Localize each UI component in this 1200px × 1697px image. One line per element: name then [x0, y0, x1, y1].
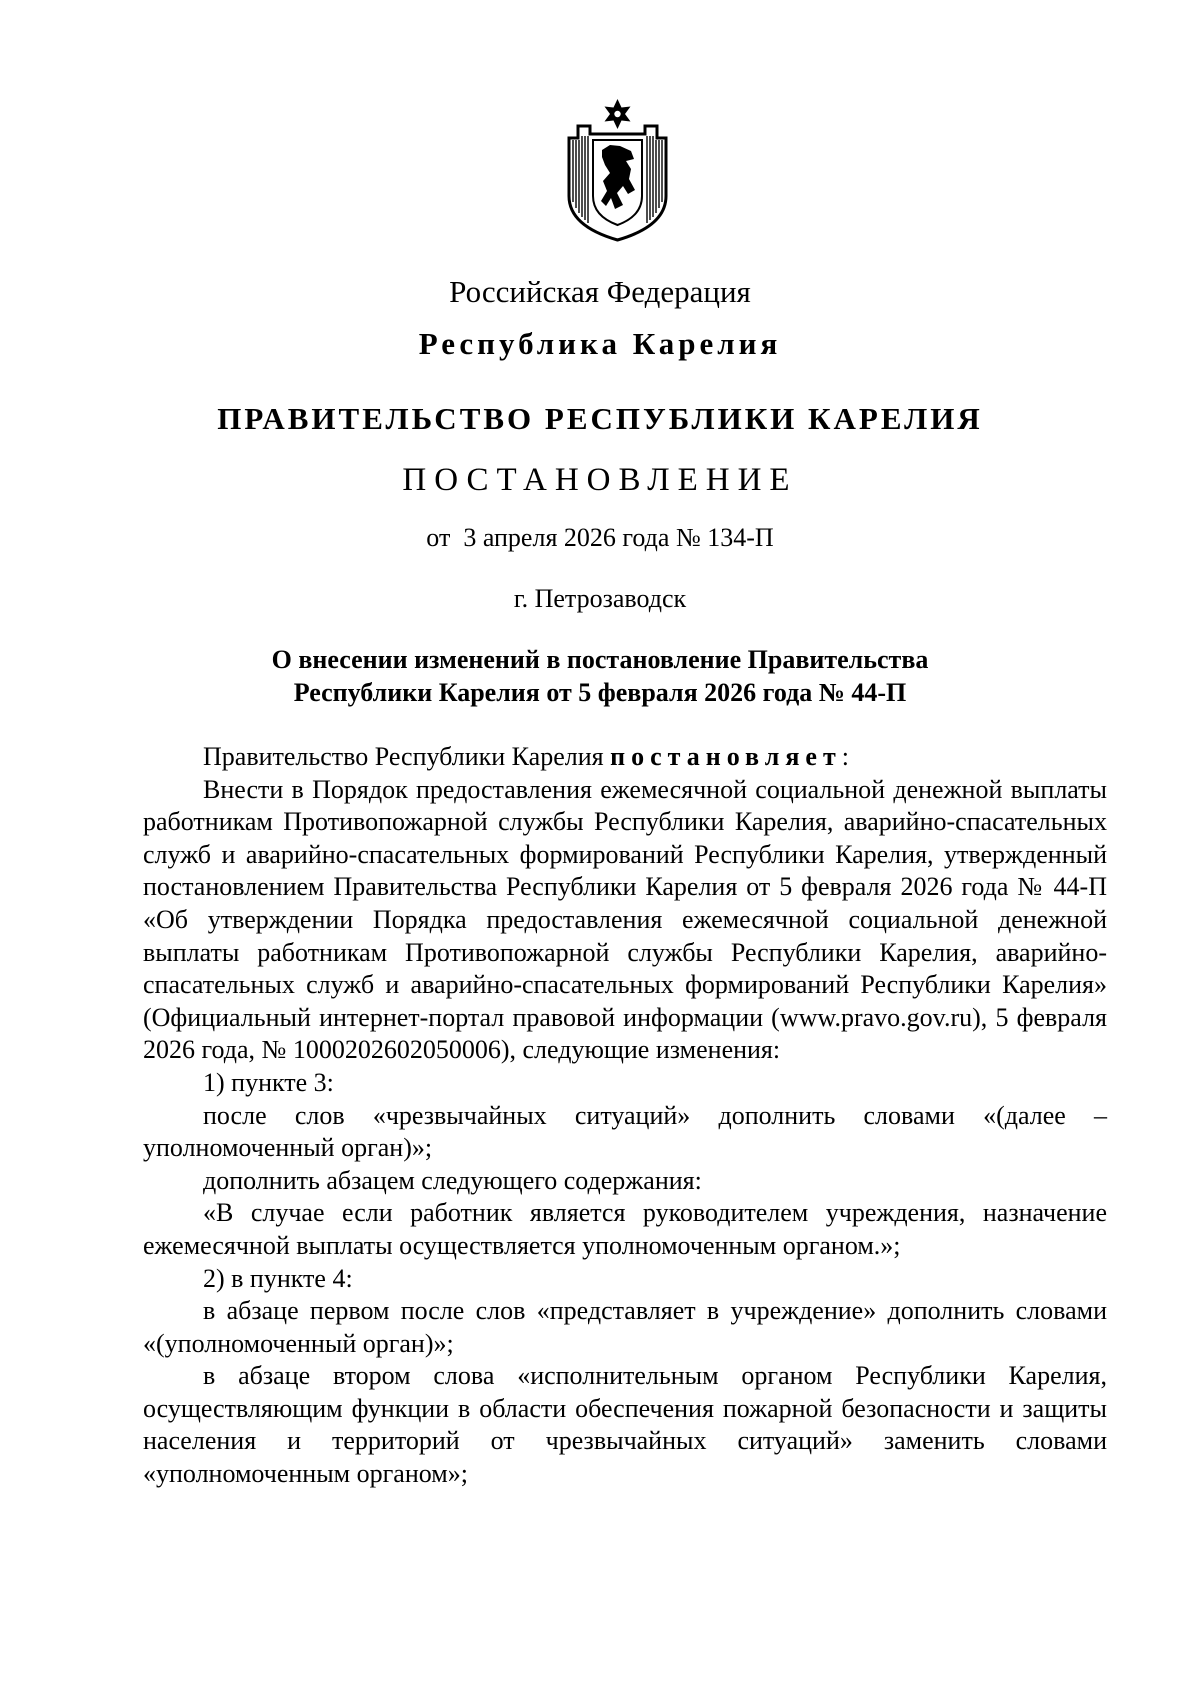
- document-title-line-2: Республики Карелия от 5 февраля 2026 года № 44-П: [293, 678, 907, 707]
- item-1-paragraph-b: дополнить абзацем следующего содержания:: [203, 1165, 702, 1195]
- item-2-heading: 2) в пункте 4:: [203, 1263, 353, 1293]
- document-date-number: от 3 апреля 2026 года № 134-П: [426, 523, 774, 552]
- main-paragraph: Внести в Порядок предоставления ежемесячной социальной денежной выплаты работникам Противопожарной службы Республики Карелия, аварийно-спасательных служб и аварийно-спасательных формирований Республики Карелия, утвержденный постановлением Правительства Республики Карелия от 5 февраля 2026 года № 44-П «Об утверждении Порядка предоставления ежемесячной социальной денежной выплаты работникам Противопожарной службы Республики Карелия, аварийно-спасательных служб и аварийно-спасательных формирований Республики Карелия» (Официальный интернет-портал правовой информации (www.pravo.gov.ru), 5 февраля 2026 года, № 1000202602050006), следующие изменения:: [143, 774, 1107, 1065]
- document-title-line-1: О внесении изменений в постановление Правительства: [271, 645, 929, 674]
- preamble-colon: :: [841, 742, 849, 771]
- preamble-verb: постановляет: [610, 742, 842, 771]
- document-title: [0, 643, 1200, 709]
- document-body: [143, 741, 1107, 1491]
- preamble-text: Правительство Республики Карелия: [203, 742, 611, 771]
- item-2-paragraph-b: в абзаце втором слова «исполнительным органом Республики Карелия, осуществляющим функции в области обеспечения пожарной безопасности и защиты населения и территорий от чрезвычайных ситуаций» заменить словами «уполномоченным органом»;: [143, 1361, 1107, 1489]
- karelia-coat-of-arms-emblem: [565, 98, 670, 243]
- document-type: ПОСТАНОВЛЕНИЕ: [402, 462, 798, 498]
- document-city: г. Петрозаводск: [513, 584, 687, 613]
- country-name: Российская Федерация: [449, 274, 751, 309]
- item-1-heading: 1) пункте 3:: [203, 1067, 334, 1097]
- preamble: [143, 741, 1107, 774]
- item-2-paragraph-a: в абзаце первом после слов «представляет в учреждение» дополнить словами «(уполномоченный орган)»;: [143, 1296, 1107, 1358]
- republic-name: Республика Карелия: [418, 326, 782, 361]
- item-1-paragraph-c: «В случае если работник является руководителем учреждения, назначение ежемесячной выплаты осуществляется уполномоченным органом.»;: [143, 1198, 1107, 1260]
- government-name: ПРАВИТЕЛЬСТВО РЕСПУБЛИКИ КАРЕЛИЯ: [217, 401, 983, 436]
- item-1-paragraph-a: после слов «чрезвычайных ситуаций» дополнить словами «(далее – уполномоченный орган)»;: [143, 1100, 1107, 1163]
